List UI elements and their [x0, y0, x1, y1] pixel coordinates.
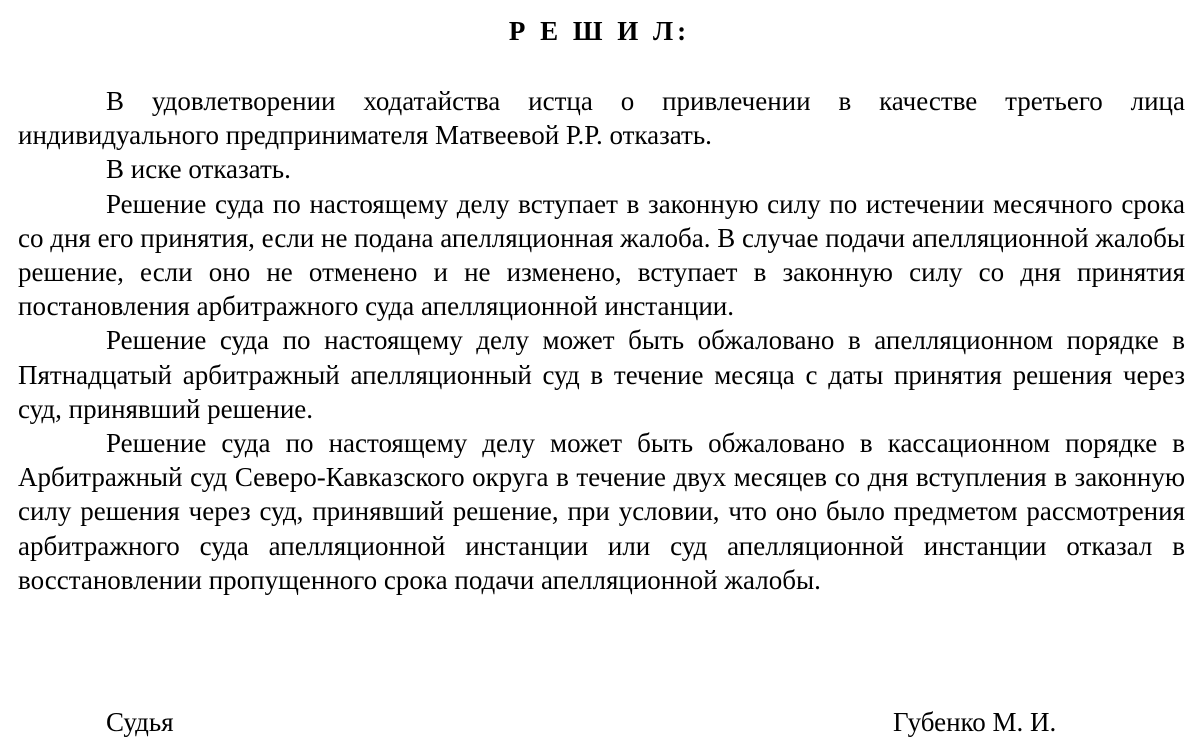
signature-title: Судья	[106, 707, 174, 737]
paragraph-third-party-motion: В удовлетворении ходатайства истца о привлечении в качестве третьего лица индивидуального предпринимателя Матвеевой Р.Р. отказать.	[18, 86, 1185, 151]
decision-body	[18, 84, 1185, 597]
paragraph-appeal: Решение суда по настоящему делу может быть обжаловано в апелляционном порядке в Пятнадцатый арбитражный апелляционный суд в течение месяца с даты принятия решения через суд, принявший решение.	[18, 325, 1185, 424]
decision-heading: Р Е Ш И Л:	[508, 16, 691, 46]
paragraph-claim-denied: В иске отказать.	[106, 154, 291, 185]
judge-name: Губенко М. И.	[893, 707, 1057, 737]
signature-block	[0, 704, 1199, 740]
paragraph-cassation: Решение суда по настоящему делу может быть обжаловано в кассационном порядке в Арбитражный суд Северо-Кавказского округа в течение двух месяцев со дня вступления в законную силу решения через суд, принявший решение, при условии, что оно было предметом рассмотрения арбитражного суда апелляционной инстанции или суд апелляционной инстанции отказал в восстановлении пропущенного срока подачи апелляционной жалобы.	[18, 428, 1185, 595]
paragraph-effective-date: Решение суда по настоящему делу вступает в законную силу по истечении месячного срока со дня его принятия, если не подана апелляционная жалоба. В случае подачи апелляционной жалобы решение, если оно не отменено и не изменено, вступает в законную силу со дня принятия постановления арбитражного суда апелляционной инстанции.	[18, 188, 1185, 322]
